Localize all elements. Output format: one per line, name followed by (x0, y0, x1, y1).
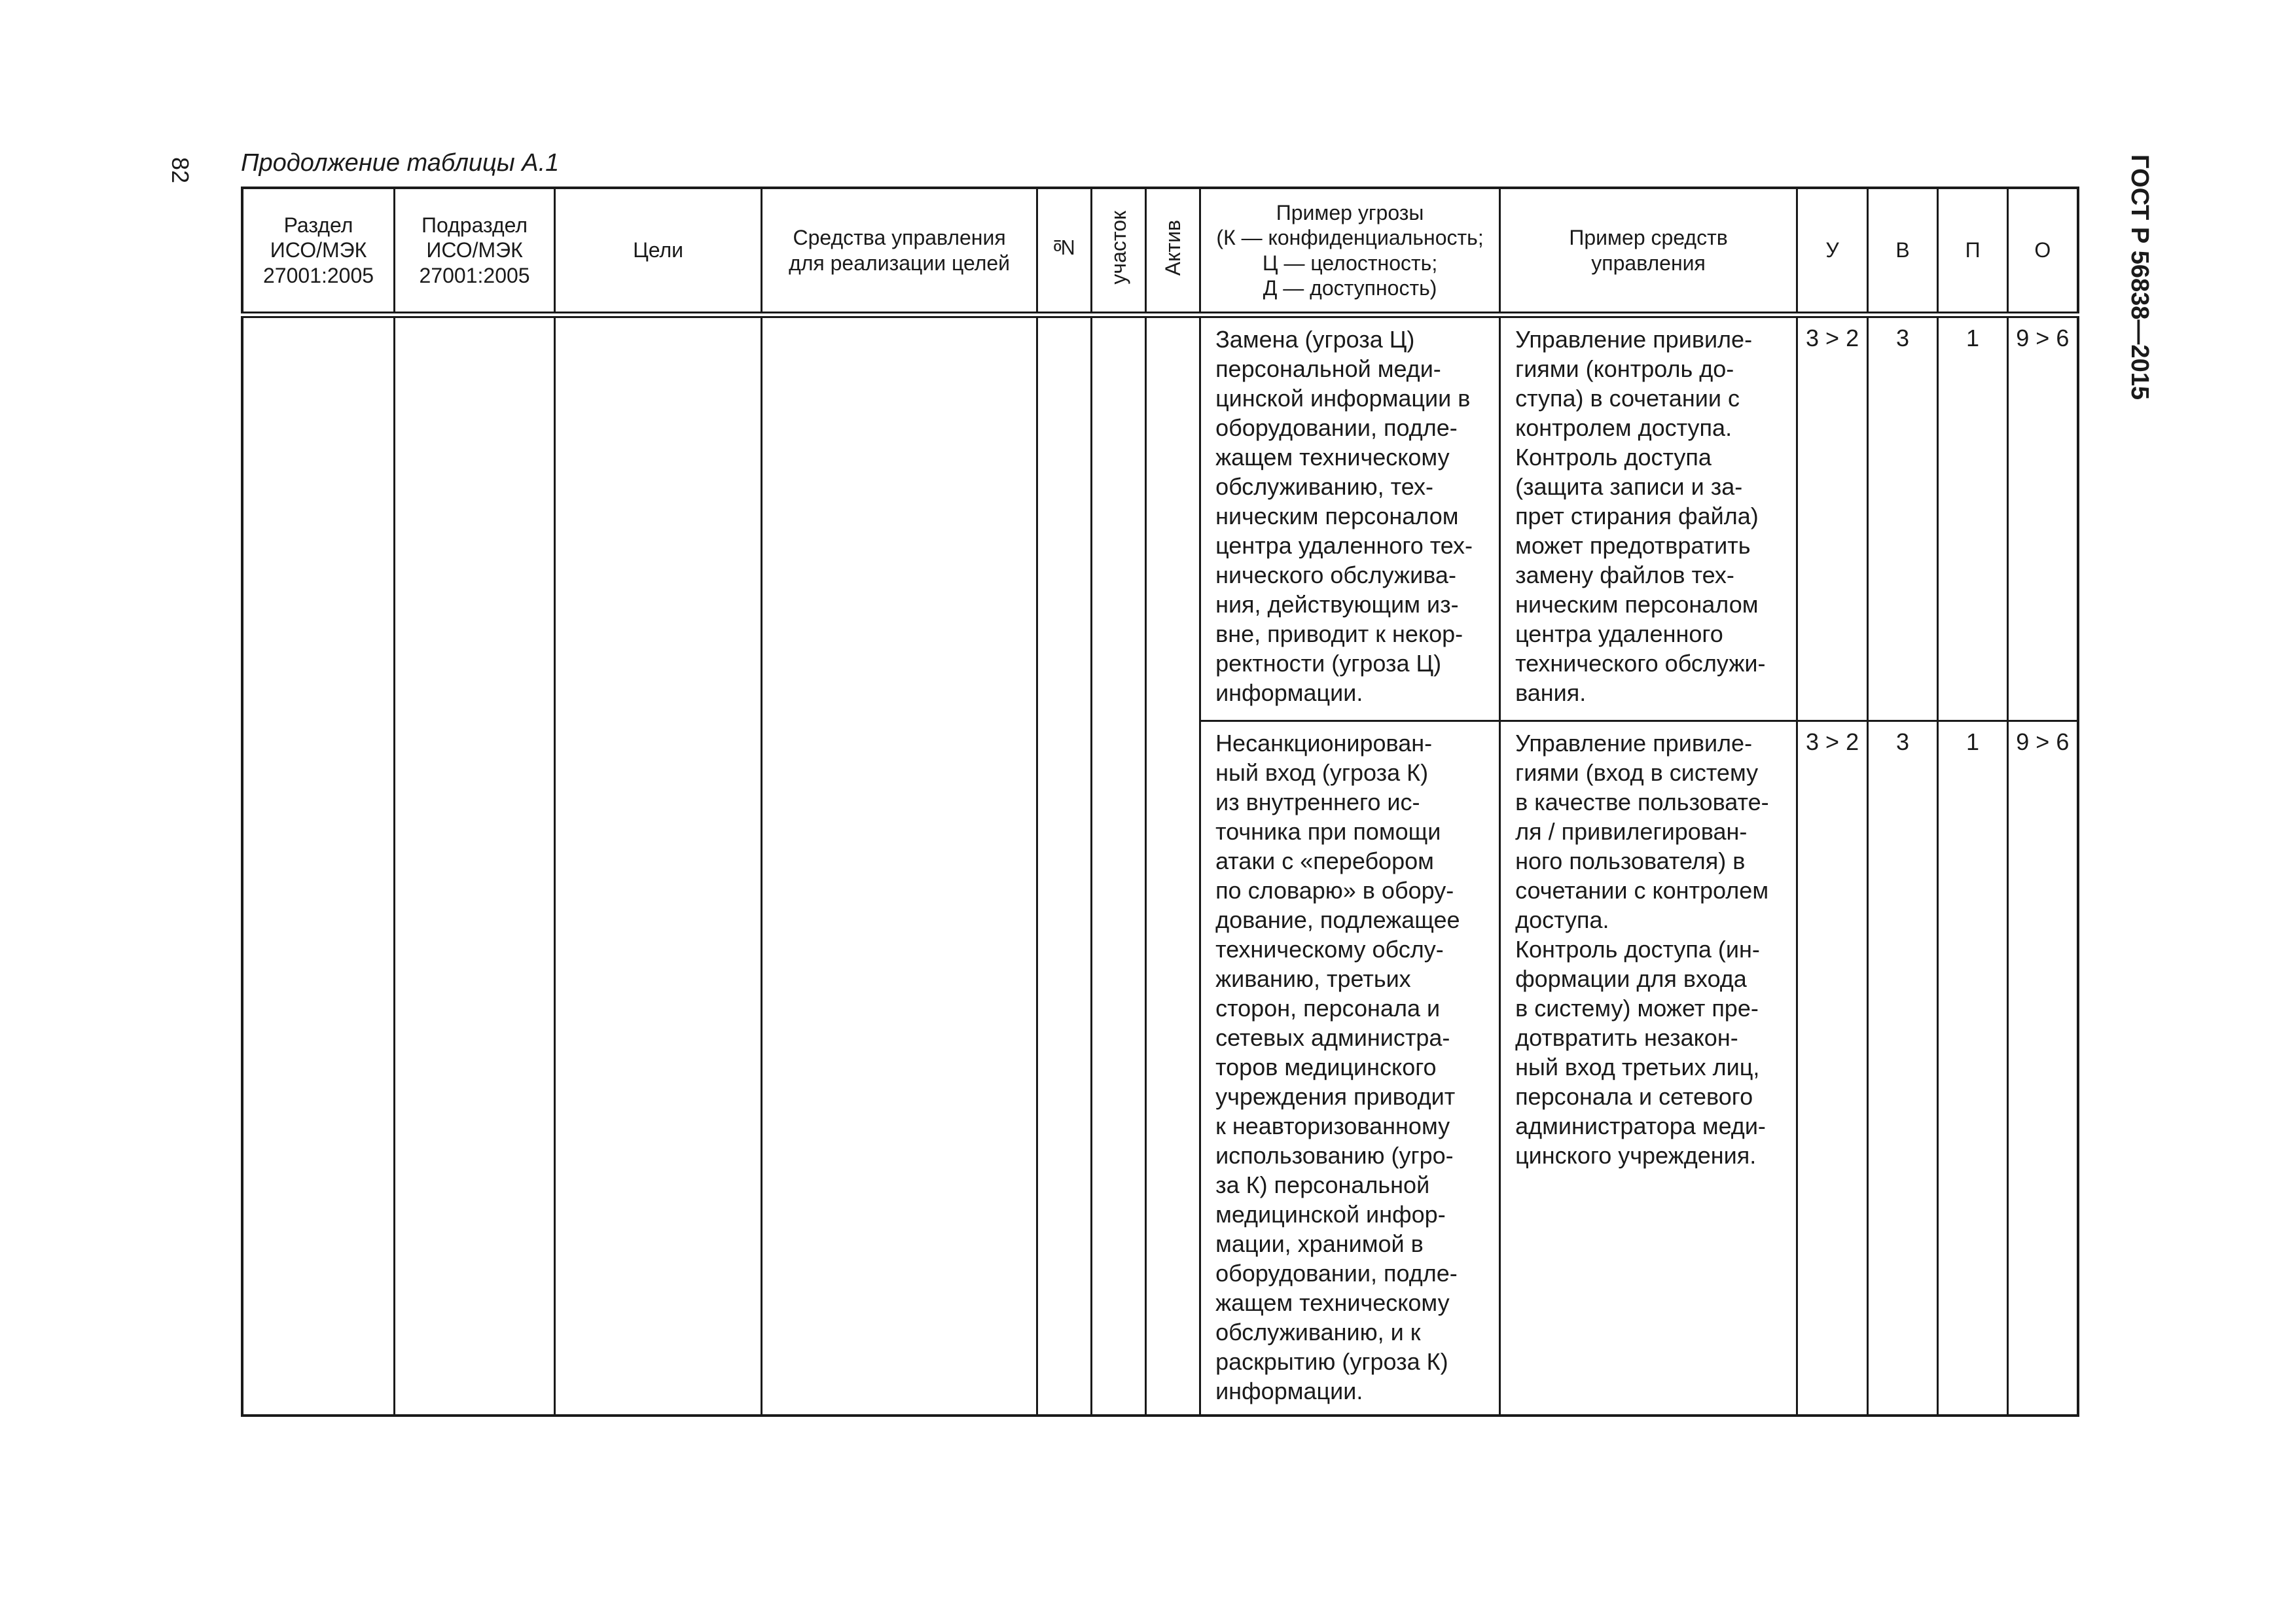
cell-section (242, 315, 395, 1416)
header-asset (1146, 188, 1200, 315)
value-o: 9 > 6 (2008, 315, 2078, 721)
header-control-example: Пример средств управления (1500, 188, 1797, 315)
cell-controls (762, 315, 1037, 1416)
header-subsection: Подраздел ИСО/МЭК 27001:2005 (395, 188, 555, 315)
header-u: У (1797, 188, 1868, 315)
value-v: 3 (1868, 721, 1938, 1416)
document-id: ГОСТ Р 56838—2015 (2126, 154, 2153, 400)
header-asset-label: Актив (1160, 219, 1185, 276)
cell-asset (1146, 315, 1200, 1416)
threat-description: Замена (угроза Ц) персональной меди- цинской информации в оборудовании, подле- жащем техническому обслуживанию, тех- ническим персоналом центра удаленного тех- нического обслужива- ния, действующим из- вне, приводит к некор- ректности (угроза Ц) информации. (1200, 315, 1500, 721)
table-row (242, 315, 2078, 721)
header-o: О (2008, 188, 2078, 315)
risk-table (241, 187, 2079, 1417)
value-p: 1 (1938, 315, 2008, 721)
header-area-label: участок (1106, 211, 1130, 285)
cell-subsection (395, 315, 555, 1416)
table-caption: Продолжение таблицы А.1 (241, 149, 560, 177)
header-v: В (1868, 188, 1938, 315)
value-v: 3 (1868, 315, 1938, 721)
header-area (1092, 188, 1146, 315)
header-p: П (1938, 188, 2008, 315)
control-description: Управление привиле- гиями (вход в систему в качестве пользовате- ля / привилегирован- ного пользователя) в сочетании с контролем доступа. Контроль доступа (ин- формации для входа в систему) может пре- дотвратить незакон- ный вход третьих лиц, персонала и сетевого администратора меди- цинского учреждения. (1500, 721, 1797, 1416)
value-u: 3 > 2 (1797, 315, 1868, 721)
cell-goals (555, 315, 762, 1416)
value-o: 9 > 6 (2008, 721, 2078, 1416)
header-number (1037, 188, 1092, 315)
header-goals: Цели (555, 188, 762, 315)
header-number-label: № (1052, 236, 1076, 260)
control-description: Управление привиле- гиями (контроль до- ступа) в сочетании с контролем доступа. Контроль доступа (защита записи и за- прет стирания файла) может предотвратить замену файлов тех- ническим персоналом центра удаленного технического обслужи- вания. (1500, 315, 1797, 721)
threat-description: Несанкционирован- ный вход (угроза К) из внутреннего ис- точника при помощи атаки с «перебором по словарю» в обору- дование, подлежащее техническому обслу- живанию, третьих сторон, персонала и сетевых администра- торов медицинского учреждения приводит к неавторизованному использованию (угро- за К) персональной медицинской инфор- мации, хранимой в оборудовании, подле- жащем техническому обслуживанию, и к раскрытию (угроза К) информации. (1200, 721, 1500, 1416)
page-number: 82 (167, 157, 194, 184)
header-controls: Средства управления для реализации целей (762, 188, 1037, 315)
cell-area (1092, 315, 1146, 1416)
value-u: 3 > 2 (1797, 721, 1868, 1416)
value-p: 1 (1938, 721, 2008, 1416)
header-section: Раздел ИСО/МЭК 27001:2005 (242, 188, 395, 315)
cell-number (1037, 315, 1092, 1416)
header-row (242, 188, 2078, 315)
header-threat: Пример угрозы (К — конфиденциальность; Ц — целостность; Д — доступность) (1200, 188, 1500, 315)
